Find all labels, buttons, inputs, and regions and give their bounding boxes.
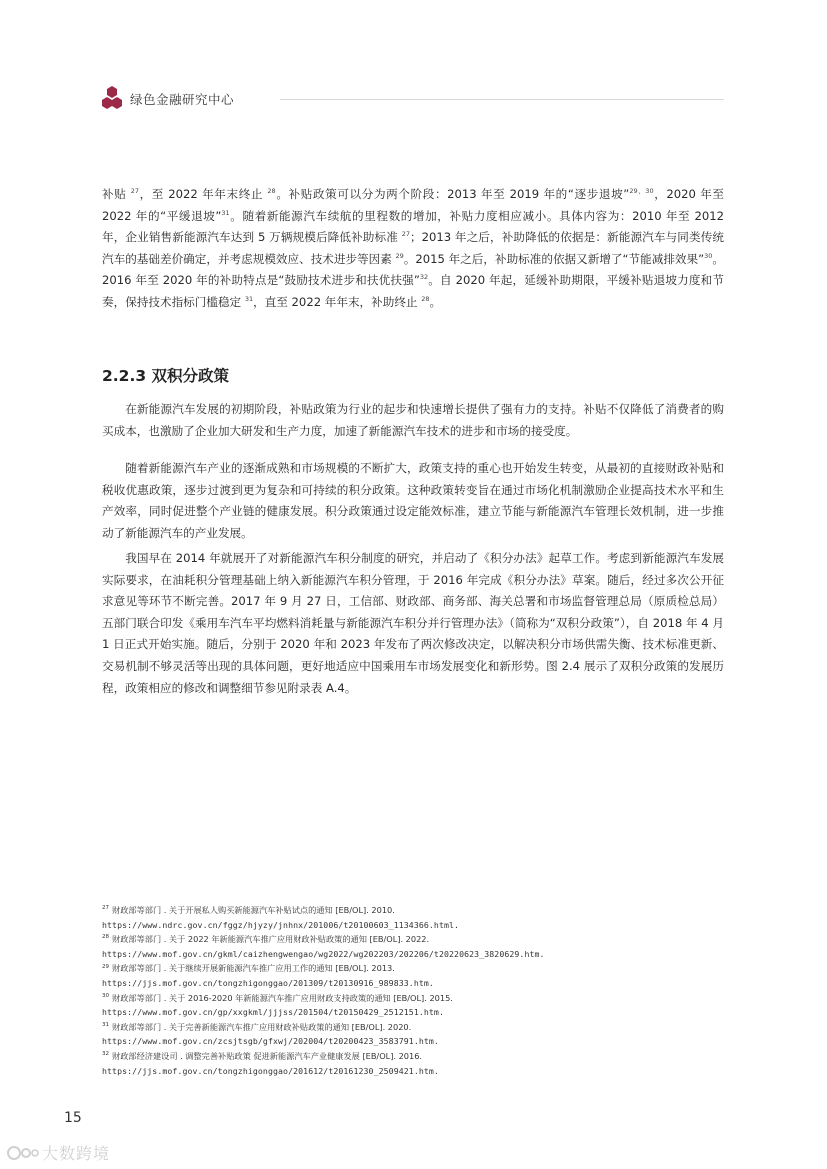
footnote-url[interactable]: https://www.mof.gov.cn/gkml/caizhengwengao/wg2022/wg202203/202206/t20220623_3820629.htm. [102,948,545,959]
footnote-url[interactable]: https://www.ndrc.gov.cn/fggz/hjyzy/jnhnx/201006/t20100603_1134366.html. [102,919,460,930]
footnote-ref: 27 [130,187,139,196]
footnote-ref: 30 [704,251,713,260]
footnote-text: $^{31}$ 财政部等部门 . 关于完善新能源汽车推广应用财政补贴政策的通知 [EB/OL]. 2020. [102,1021,412,1032]
watermark-text: 大数跨境 [42,1144,111,1163]
footnote-text: $^{29}$ 财政部等部门 . 关于继续开展新能源汽车推广应用工作的通知 [EB/OL]. 2013. [102,963,395,974]
page-header [102,86,725,112]
footnote-ref: 28 [267,187,276,196]
body-paragraph-2: 随着新能源汽车产业的逐渐成熟和市场规模的不断扩大，政策支持的重心也开始发生转变，从最初的直接财政补贴和税收优惠政策，逐步过渡到更为复杂和可持续的积分政策。这种政策转变旨在通过市场化机制激励企业提高技术水平和生产效率，同时促进整个产业链的健康发展。积分政策通过设定能效标准，建立节能与新能源汽车管理长效机制，进一步推动了新能源汽车的产业发展。 [102,461,724,540]
footnote-ref: 31 [221,208,230,217]
footnote-ref: 29 [395,251,404,260]
footnotes [102,903,724,1078]
body-paragraph-subsidy: 补贴 $^{27}$，至 2022 年年末终止 $^{28}$。补贴政策可以分为两个阶段：2013 年至 2019 年的“逐步退坡”$^{29、30}$，2020 年至 2022 年的“平缓退坡”$^{31}$。随着新能源汽车续航的里程数的增加，补贴力度相应减小。具体内容为：2010 年至 2012 年，企业销售新能源汽车达到 5 万辆规模后降低补助标准 $^{27}$；2013 年之后，补助降低的依据是：新能源汽车与同类传统汽车的基础差价确定，并考虑规模效应、技术进步等因素 $^{29}$。2015 年之后，补助标准的依据又新增了“节能减排效果”$^{30}$。2016 年至 2020 年的补助特点是“鼓励技术进步和扶优扶强”$^{32}$。自 2020 年起，延缓补助期限，平缓补贴退坡力度和节奏，保持技术指标门槛稳定 $^{31}$，直至 2022 年年末，补助终止 $^{28}$。 [102,187,724,309]
org-name: 绿色金融研究中心 [130,92,235,107]
hexagon-cluster-logo-icon [102,86,122,110]
watermark [6,1141,110,1163]
footnote-ref: 27 [401,230,410,239]
footnote-text: $^{27}$ 财政部等部门 . 关于开展私人购买新能源汽车补贴试点的通知 [EB/OL]. 2010. [102,905,395,915]
body-paragraph-3: 我国早在 2014 年就展开了对新能源汽车积分制度的研究，并启动了《积分办法》起草工作。考虑到新能源汽车发展实际要求，在油耗积分管理基础上纳入新能源汽车积分管理，于 2016 年完成《积分办法》草案。随后，经过多次公开征求意见等环节不断完善。2017 年 9 月 27 日，工信部、财政部、商务部、海关总署和市场监督管理总局（原质检总局）五部门联合印发《乘用车汽车平均燃料消耗量与新能源汽车积分并行管理办法》（简称为“双积分政策”），自 2018 年 4 月 1 日正式开始实施。随后，分别于 2020 年和 2023 年发布了两次修改决定，以解决积分市场供需失衡、技术标准更新、交易机制不够灵活等出现的具体问题，更好地适应中国乘用车市场发展变化和新形势。图 2.4 展示了双积分政策的发展历程，政策相应的修改和调整细节参见附录表 A.4。 [102,551,724,695]
watermark-logo-icon [6,1143,40,1163]
section-heading: 2.2.3 双积分政策 [102,367,230,385]
footnote-text: $^{30}$ 财政部等部门 . 关于 2016-2020 年新能源汽车推广应用财政支持政策的通知 [EB/OL]. 2015. [102,992,453,1003]
footnote-url[interactable]: https://www.mof.gov.cn/zcsjtsgb/gfxwj/202004/t20200423_3583791.htm. [102,1036,439,1047]
footnote-ref: 32 [419,273,429,282]
footnote-ref: 31 [244,295,254,304]
footnote-url[interactable]: https://www.mof.gov.cn/gp/xxgkml/jjjss/201504/t20150429_2512151.htm. [102,1007,444,1018]
footnote-url[interactable]: https://jjs.mof.gov.cn/tongzhigonggao/201612/t20161230_2509421.htm. [102,1065,439,1076]
footnote-text: $^{28}$ 财政部等部门 . 关于 2022 年新能源汽车推广应用财政补贴政策的通知 [EB/OL]. 2022. [102,934,430,945]
footnote-ref: 29、30 [629,187,654,196]
body-paragraph-1: 在新能源汽车发展的初期阶段，补贴政策为行业的起步和快速增长提供了强有力的支持。补贴不仅降低了消费者的购买成本，也激励了企业加大研发和生产力度，加速了新能源汽车技术的进步和市场的接受度。 [102,402,724,438]
header-divider [280,99,724,100]
footnote-ref: 28 [421,295,430,304]
footnote-text: $^{32}$ 财政部经济建设司 . 调整完善补贴政策 促进新能源汽车产业健康发展 [EB/OL]. 2016. [102,1050,423,1061]
page-number: 15 [64,1110,82,1126]
footnote-url[interactable]: https://jjs.mof.gov.cn/tongzhigonggao/201309/t20130916_989833.htm. [102,977,434,988]
